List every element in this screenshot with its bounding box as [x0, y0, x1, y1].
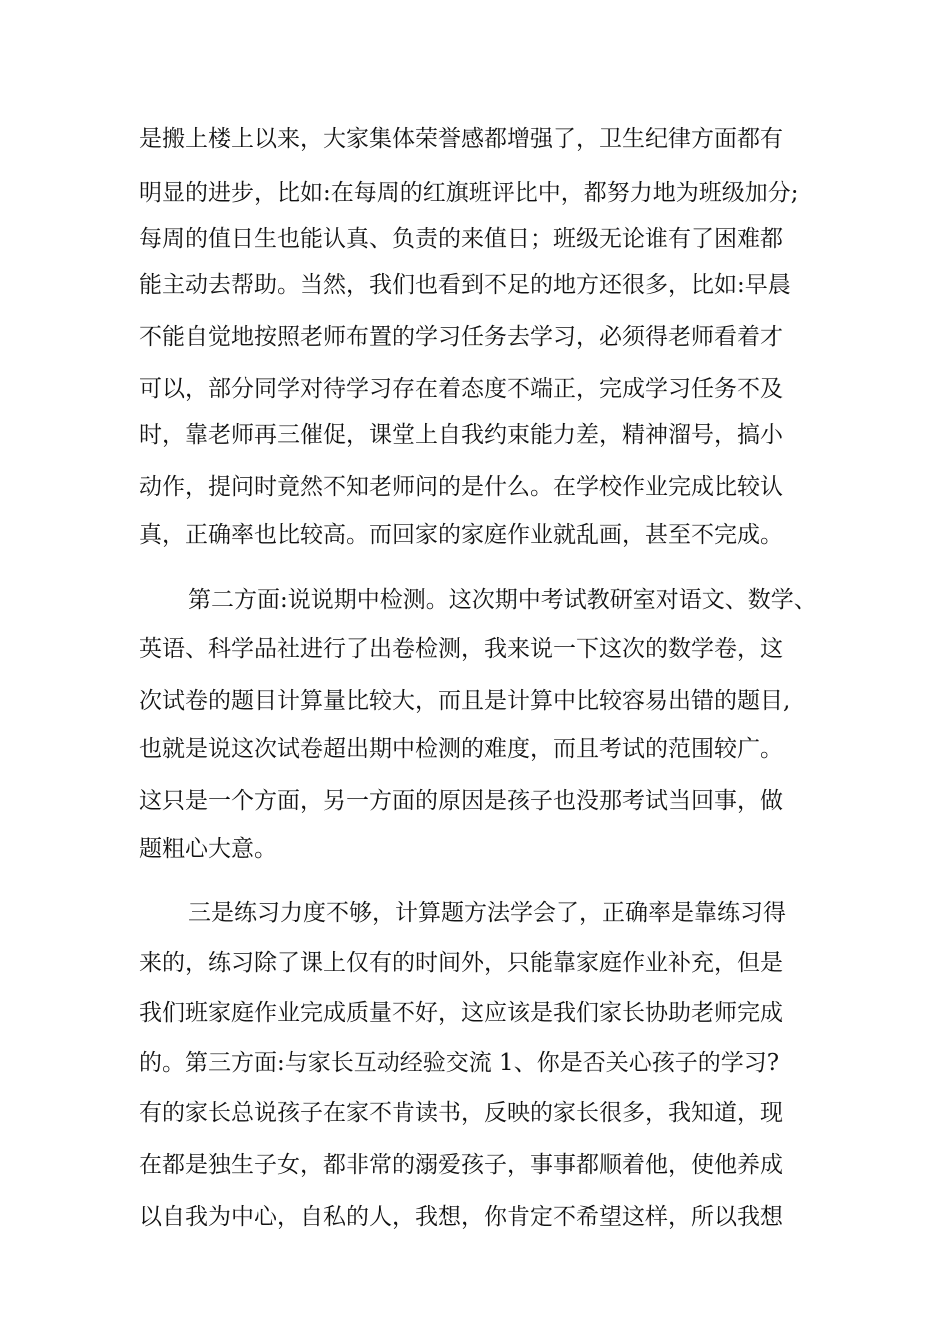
paragraph-3-line-6: 在都是独生子女，都非常的溺爱孩子，事事都顺着他，使他养成	[139, 1152, 783, 1178]
paragraph-1-line-5: 不能自觉地按照老师布置的学习任务去学习，必须得老师看着才	[139, 324, 783, 350]
paragraph-1-line-8: 动作，提问时竟然不知老师问的是什么。在学校作业完成比较认	[139, 474, 783, 500]
paragraph-1-line-3: 每周的值日生也能认真、负责的来值日；班级无论谁有了困难都	[139, 226, 783, 252]
paragraph-3-line-1: 三是练习力度不够，计算题方法学会了，正确率是靠练习得	[188, 900, 786, 926]
paragraph-3-line-5: 有的家长总说孩子在家不肯读书，反映的家长很多，我知道，现	[139, 1100, 783, 1126]
paragraph-1-line-6: 可以，部分同学对待学习存在着态度不端正，完成学习任务不及	[139, 376, 783, 402]
paragraph-1-line-7: 时，靠老师再三催促，课堂上自我约束能力差，精神溜号，搞小	[139, 422, 783, 448]
paragraph-2-line-5: 这只是一个方面，另一方面的原因是孩子也没那考试当回事，做	[139, 788, 783, 814]
paragraph-3-line-2: 来的，练习除了课上仅有的时间外，只能靠家庭作业补充，但是	[139, 950, 783, 976]
paragraph-2-line-3: 次试卷的题目计算量比较大，而且是计算中比较容易出错的题目,	[139, 688, 791, 714]
paragraph-2-line-2: 英语、科学品社进行了出卷检测，我来说一下这次的数学卷，这	[139, 636, 783, 662]
paragraph-2-line-6: 题粗心大意。	[139, 836, 277, 862]
paragraph-1-line-1: 是搬上楼上以来，大家集体荣誉感都增强了，卫生纪律方面都有	[139, 126, 783, 152]
paragraph-2-line-4: 也就是说这次试卷超出期中检测的难度，而且考试的范围较广。	[139, 736, 783, 762]
paragraph-2-line-1: 第二方面:说说期中检测。这次期中考试教研室对语文、数学、	[188, 587, 817, 613]
paragraph-3-line-4: 的。第三方面:与家长互动经验交流 1、你是否关心孩子的学习?	[139, 1050, 780, 1076]
paragraph-1-line-2: 明显的进步，比如:在每周的红旗班评比中，都努力地为班级加分;	[139, 180, 799, 206]
paragraph-3-line-3: 我们班家庭作业完成质量不好，这应该是我们家长协助老师完成	[139, 1000, 783, 1026]
paragraph-3-line-7: 以自我为中心，自私的人，我想，你肯定不希望这样，所以我想	[139, 1204, 783, 1230]
paragraph-1-line-9: 真，正确率也比较高。而回家的家庭作业就乱画，甚至不完成。	[139, 522, 783, 548]
paragraph-1-line-4: 能主动去帮助。当然，我们也看到不足的地方还很多，比如:早晨	[139, 272, 791, 298]
